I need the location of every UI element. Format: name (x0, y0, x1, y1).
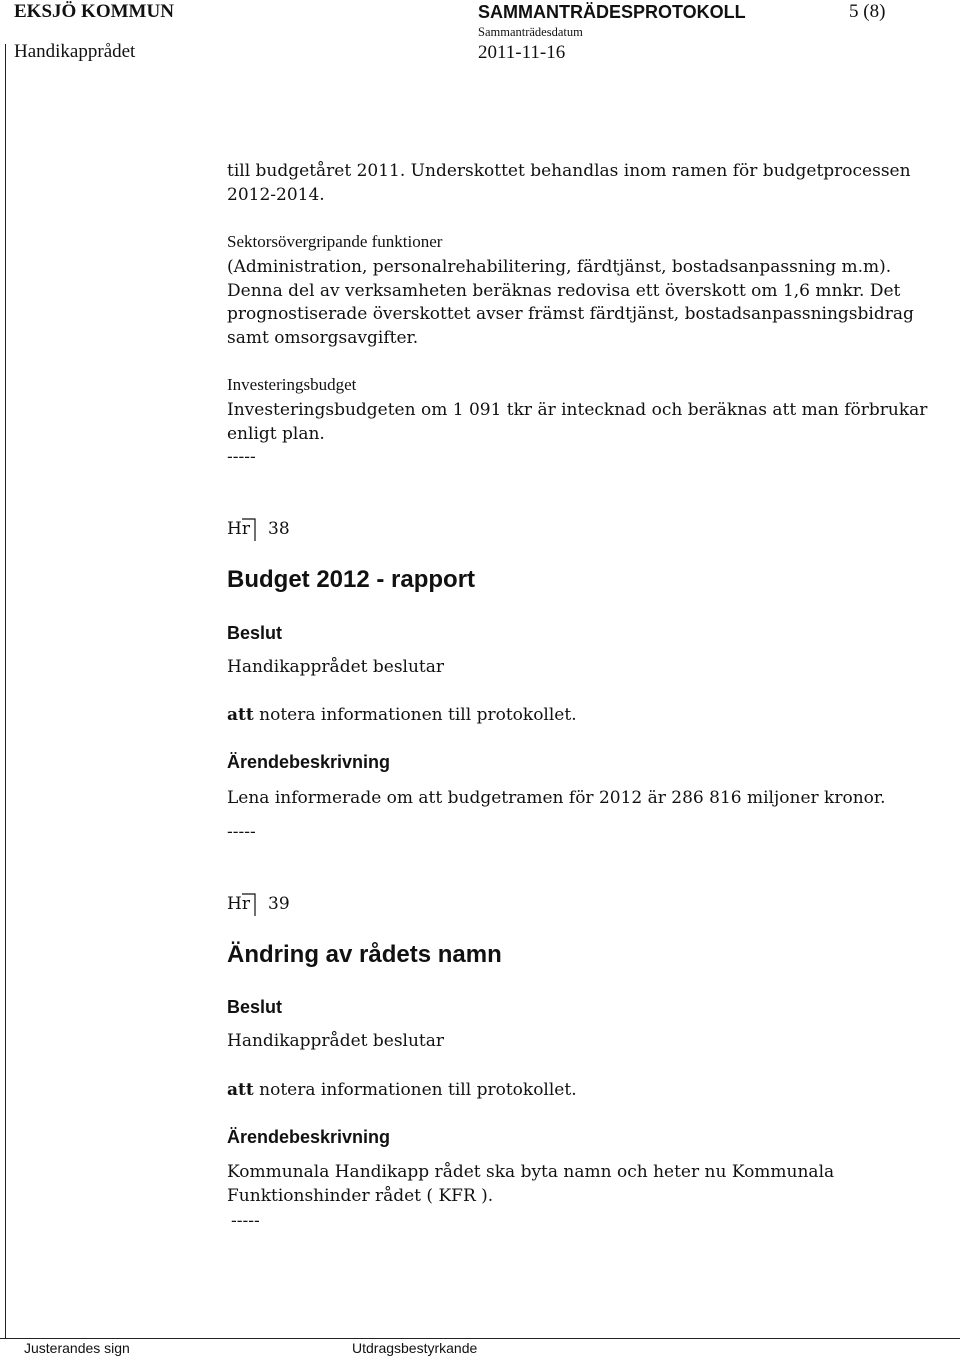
att-clause (227, 1080, 577, 1100)
att-text: notera informationen till protokollet. (253, 1080, 577, 1100)
beslut-heading: Beslut (227, 623, 283, 643)
committee-name: Handikapprådet (14, 41, 136, 62)
sektor-heading: Sektorsövergripande funktioner (227, 232, 443, 251)
section-number: 39 (268, 894, 290, 914)
att-text: notera informationen till protokollet. (253, 705, 577, 725)
intro-paragraph: till budgetåret 2011. Underskottet behandlas inom ramen för budgetprocessen 2012-2014. (227, 161, 911, 205)
arende-heading: Ärendebeskrivning (227, 1127, 391, 1147)
document-type: SAMMANTRÄDESPROTOKOLL (478, 2, 746, 22)
meeting-date: 2011-11-16 (478, 42, 566, 63)
beslut-heading: Beslut (227, 997, 283, 1017)
att-word: att (227, 705, 254, 725)
utdragsbestyrkande-label: Utdragsbestyrkande (352, 1340, 478, 1356)
att-word: att (227, 1080, 254, 1100)
footer-rule (0, 1338, 960, 1339)
section-number: 38 (268, 519, 290, 539)
page-number: 5 (8) (849, 1, 886, 22)
invest-heading: Investeringsbudget (227, 375, 357, 394)
att-clause (227, 705, 577, 725)
separator: ----- (227, 822, 256, 842)
section-label: Hr (227, 519, 250, 539)
beslut-text: Handikapprådet beslutar (227, 657, 445, 677)
arende-heading: Ärendebeskrivning (227, 752, 391, 772)
left-margin-rule (5, 44, 6, 1338)
org-name: EKSJÖ KOMMUN (14, 1, 174, 22)
invest-paragraph: Investeringsbudgeten om 1 091 tkr är intecknad och beräknas att man förbrukar enligt plan. (227, 400, 928, 444)
section-marker-icon (239, 517, 257, 543)
separator: ----- (231, 1211, 260, 1231)
section-marker-icon (239, 892, 257, 918)
section-title: Ändring av rådets namn (227, 941, 502, 968)
justerandes-sign-label: Justerandes sign (24, 1340, 130, 1356)
arende-text: Kommunala Handikapp rådet ska byta namn och heter nu Kommunala Funktionshinder rådet ( KFR ). (227, 1162, 835, 1206)
section-label: Hr (227, 894, 250, 914)
date-label: Sammanträdesdatum (478, 25, 583, 39)
beslut-text: Handikapprådet beslutar (227, 1031, 445, 1051)
section-title: Budget 2012 - rapport (227, 566, 476, 593)
arende-text: Lena informerade om att budgetramen för 2012 är 286 816 miljoner kronor. (227, 788, 886, 808)
sektor-paragraph: (Administration, personalrehabilitering, färdtjänst, bostadsanpassning m.m). Denna del av verksamheten beräknas redovisa ett överskott om 1,6 mnkr. Det prognostiserade överskottet avser främst färdtjänst, bostadsanpassningsbidrag samt omsorgsavgifter. (227, 257, 914, 348)
separator: ----- (227, 447, 256, 467)
